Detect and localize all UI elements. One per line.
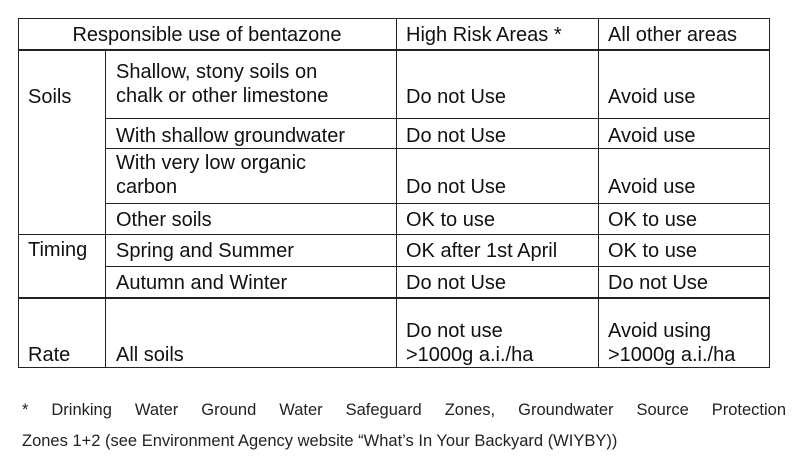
group-divider — [18, 297, 770, 299]
header-other-areas: All other areas — [608, 23, 737, 46]
high-risk-cell: OK after 1st April — [406, 240, 558, 262]
table-border-left — [18, 18, 19, 368]
high-risk-cell — [396, 319, 598, 367]
high-risk-line: Do not use — [406, 320, 503, 342]
footnote-line: Zones 1+2 (see Environment Agency website “What’s In Your Backyard (WIYBY)) — [22, 432, 618, 450]
high-risk-cell: Do not Use — [406, 86, 507, 108]
high-risk-line: >1000g a.i./ha — [406, 344, 534, 366]
condition-cell — [106, 60, 396, 116]
other-cell: OK to use — [608, 209, 697, 231]
other-cell — [598, 319, 770, 367]
other-cell: Avoid use — [608, 125, 696, 147]
group-label-rate: Rate — [28, 344, 71, 366]
other-line: >1000g a.i./ha — [608, 344, 736, 366]
condition-cell: All soils — [116, 344, 184, 366]
condition-cell: With shallow groundwater — [116, 125, 345, 147]
condition-line: carbon — [116, 176, 178, 198]
bentazone-table — [18, 18, 770, 368]
row-divider — [105, 266, 770, 267]
high-risk-cell: OK to use — [406, 209, 495, 231]
footnote-line: * Drinking Water Ground Water Safeguard Zones, Groundwater Source Protection — [22, 401, 786, 419]
group-label-timing: Timing — [28, 239, 88, 261]
header-high-risk: High Risk Areas * — [406, 23, 562, 46]
high-risk-cell: Do not Use — [406, 176, 507, 198]
condition-line: chalk or other limestone — [116, 85, 329, 107]
other-cell: Avoid use — [608, 176, 696, 198]
high-risk-cell: Do not Use — [406, 272, 507, 294]
other-cell: OK to use — [608, 240, 697, 262]
group-label-soils: Soils — [28, 86, 72, 108]
group-divider — [18, 234, 770, 235]
high-risk-cell: Do not Use — [406, 125, 507, 147]
header-title: Responsible use of bentazone — [72, 23, 342, 46]
row-divider — [105, 118, 770, 119]
row-divider — [105, 203, 770, 204]
table-border-top — [18, 18, 770, 19]
other-line: Avoid using — [608, 320, 712, 342]
condition-cell — [106, 151, 396, 203]
header-rule — [18, 49, 770, 51]
condition-cell: Spring and Summer — [116, 240, 294, 262]
condition-cell: Autumn and Winter — [116, 272, 288, 294]
condition-cell: Other soils — [116, 209, 212, 231]
other-cell: Do not Use — [608, 272, 709, 294]
condition-line: With very low organic — [116, 152, 307, 174]
other-cell: Avoid use — [608, 86, 696, 108]
condition-line: Shallow, stony soils on — [116, 61, 318, 83]
